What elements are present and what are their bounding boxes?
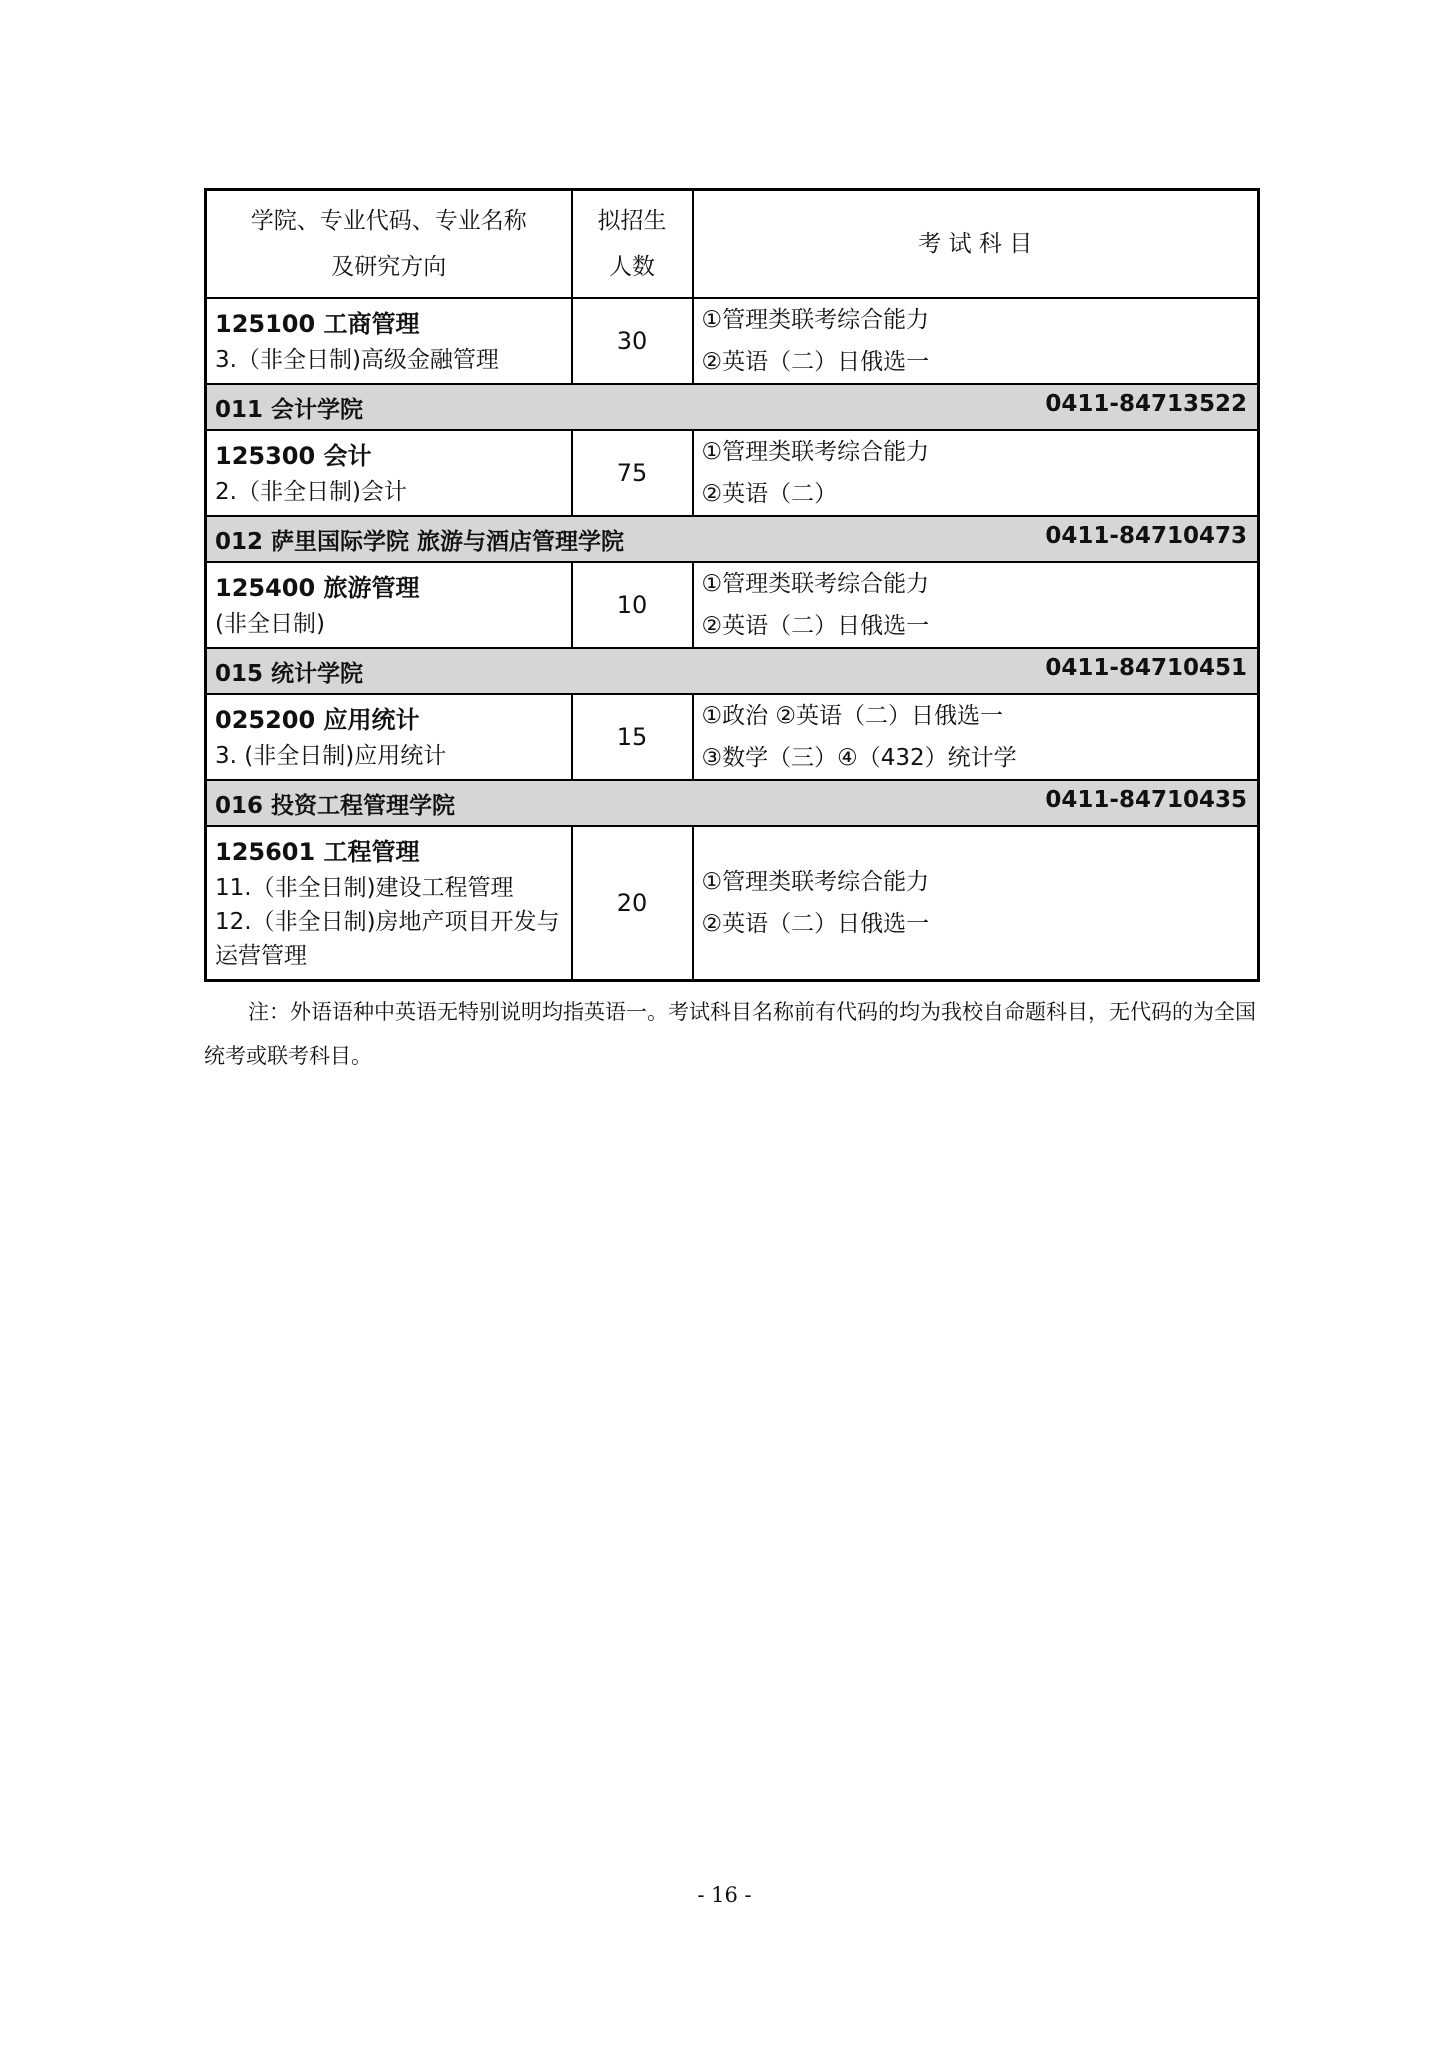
program-direction: 3.（非全日制)高级金融管理 bbox=[215, 347, 499, 373]
department-phone: 0411-84710435 bbox=[1045, 786, 1247, 813]
program-direction: 2.（非全日制)会计 bbox=[215, 479, 407, 505]
program-code-name: 125601 工程管理 bbox=[215, 838, 420, 866]
program-code-name: 125100 工商管理 bbox=[215, 310, 420, 338]
department-phone: 0411-84713522 bbox=[1045, 390, 1247, 417]
department-row bbox=[206, 384, 1259, 430]
header-col1-line2: 及研究方向 bbox=[331, 254, 447, 280]
table-row bbox=[206, 298, 1259, 384]
enrollment-count: 30 bbox=[572, 298, 693, 384]
footnote: 注：外语语种中英语无特别说明均指英语一。考试科目名称前有代码的均为我校自命题科目，无代码的为全国统考或联考科目。 bbox=[204, 1000, 1256, 1068]
department-name: 016 投资工程管理学院 bbox=[215, 792, 456, 819]
header-col2-line2: 人数 bbox=[609, 254, 655, 280]
department-phone: 0411-84710473 bbox=[1045, 522, 1247, 549]
department-row bbox=[206, 516, 1259, 562]
exam-subject: ②英语（二）日俄选一 bbox=[701, 349, 930, 375]
department-row bbox=[206, 648, 1259, 694]
table-row bbox=[206, 694, 1259, 780]
department-name: 012 萨里国际学院 旅游与酒店管理学院 bbox=[215, 528, 625, 555]
program-code-name: 025200 应用统计 bbox=[215, 706, 420, 734]
exam-subject: ①管理类联考综合能力 bbox=[701, 439, 930, 465]
exam-subject: ②英语（二） bbox=[701, 481, 838, 507]
exam-subject: ①管理类联考综合能力 bbox=[701, 869, 930, 895]
enrollment-count: 15 bbox=[572, 694, 693, 780]
department-name: 015 统计学院 bbox=[215, 660, 364, 687]
program-code-name: 125300 会计 bbox=[215, 442, 372, 470]
header-col2-line1: 拟招生 bbox=[597, 208, 667, 234]
exam-subject: ③数学（三）④（432）统计学 bbox=[701, 745, 1017, 771]
program-cell bbox=[206, 562, 572, 648]
program-cell bbox=[206, 694, 572, 780]
header-enrollment bbox=[572, 190, 693, 299]
exam-subjects-cell bbox=[693, 298, 1259, 384]
department-row bbox=[206, 780, 1259, 826]
table-header-row bbox=[206, 190, 1259, 299]
department-name: 011 会计学院 bbox=[215, 396, 364, 423]
program-code-name: 125400 旅游管理 bbox=[215, 574, 420, 602]
program-direction: (非全日制) bbox=[215, 611, 325, 637]
enrollment-count: 75 bbox=[572, 430, 693, 516]
enrollment-count: 20 bbox=[572, 826, 693, 981]
table-row bbox=[206, 430, 1259, 516]
exam-subjects-cell bbox=[693, 430, 1259, 516]
program-cell bbox=[206, 298, 572, 384]
header-exam-subjects: 考 试 科 目 bbox=[693, 190, 1259, 299]
exam-subject: ①管理类联考综合能力 bbox=[701, 571, 930, 597]
admissions-table bbox=[204, 188, 1260, 982]
page-number: - 16 - bbox=[697, 1883, 752, 1907]
department-phone: 0411-84710451 bbox=[1045, 654, 1247, 681]
exam-subject: ①政治 ②英语（二）日俄选一 bbox=[701, 703, 1004, 729]
exam-subject: ②英语（二）日俄选一 bbox=[701, 613, 930, 639]
exam-subject: ①管理类联考综合能力 bbox=[701, 307, 930, 333]
header-col1-line1: 学院、专业代码、专业名称 bbox=[250, 208, 527, 234]
program-direction: 12.（非全日制)房地产项目开发与运营管理 bbox=[215, 909, 560, 969]
program-direction: 11.（非全日制)建设工程管理 bbox=[215, 875, 514, 901]
exam-subject: ②英语（二）日俄选一 bbox=[701, 911, 930, 937]
table-row bbox=[206, 562, 1259, 648]
table-row bbox=[206, 826, 1259, 981]
exam-subjects-cell bbox=[693, 562, 1259, 648]
exam-subjects-cell bbox=[693, 826, 1259, 981]
header-college-major bbox=[206, 190, 572, 299]
exam-subjects-cell bbox=[693, 694, 1259, 780]
program-cell bbox=[206, 826, 572, 981]
program-direction: 3. (非全日制)应用统计 bbox=[215, 743, 447, 769]
program-cell bbox=[206, 430, 572, 516]
enrollment-count: 10 bbox=[572, 562, 693, 648]
